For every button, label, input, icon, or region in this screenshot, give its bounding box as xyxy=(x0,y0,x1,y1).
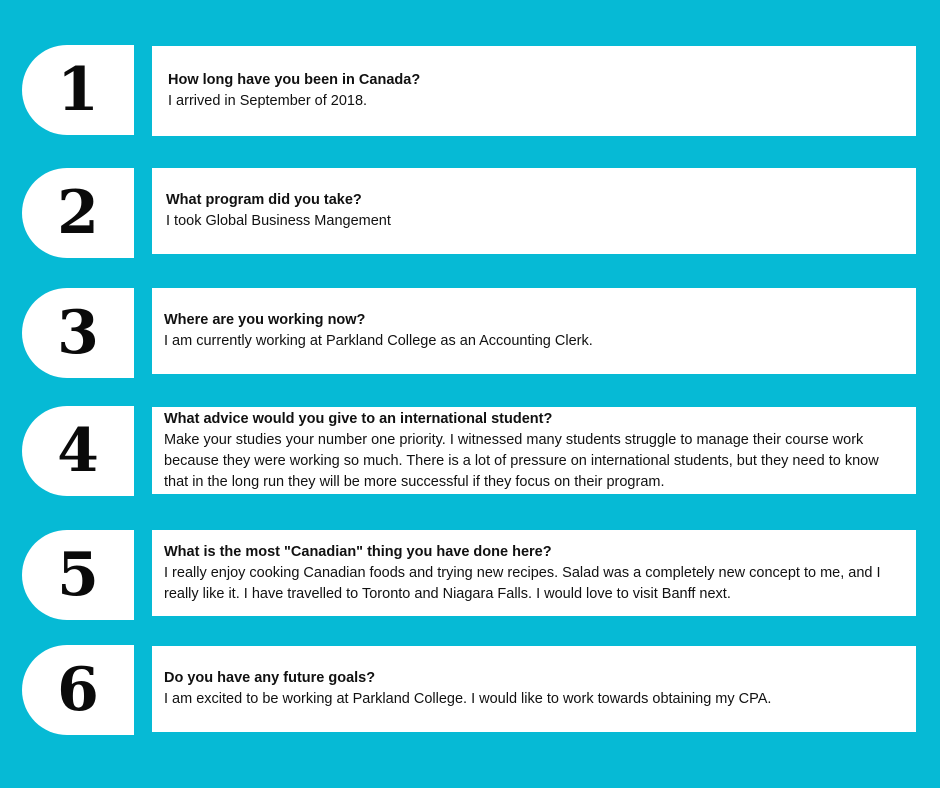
question-text: What is the most "Canadian" thing you have done here? xyxy=(164,543,552,560)
number-badge-2 xyxy=(22,168,134,258)
number-label: 2 xyxy=(57,178,99,248)
qa-card-5 xyxy=(152,530,916,616)
number-label: 4 xyxy=(57,416,99,486)
question-text: What advice would you give to an international student? xyxy=(164,410,553,427)
qa-card-1 xyxy=(152,46,916,136)
number-label: 5 xyxy=(57,540,99,610)
question-text: Where are you working now? xyxy=(164,312,366,328)
number-label: 6 xyxy=(57,655,99,725)
question-text: Do you have any future goals? xyxy=(164,670,376,686)
answer-text: I am excited to be working at Parkland College. I would like to work towards obtaining my CPA. xyxy=(164,691,772,707)
answer-text: I took Global Business Mangement xyxy=(166,213,391,229)
question-text: What program did you take? xyxy=(166,192,362,208)
qa-card-6 xyxy=(152,646,916,732)
number-badge-1 xyxy=(22,45,134,135)
qa-card-2 xyxy=(152,168,916,254)
number-badge-6 xyxy=(22,645,134,735)
answer-text: I arrived in September of 2018. xyxy=(168,93,368,109)
number-badge-3 xyxy=(22,288,134,378)
qa-card-3 xyxy=(152,288,916,374)
answer-text: I am currently working at Parkland College as an Accounting Clerk. xyxy=(164,333,593,349)
number-badge-5 xyxy=(22,530,134,620)
answer-text: I really enjoy cooking Canadian foods and trying new recipes. Salad was a completely new concept to me, and I really like it. I have travelled to Toronto and Niagara Falls. I would love to visit Banff next. xyxy=(164,564,881,602)
qa-card-4 xyxy=(152,407,916,494)
question-text: How long have you been in Canada? xyxy=(168,72,421,88)
number-label: 3 xyxy=(57,298,99,368)
number-badge-4 xyxy=(22,406,134,496)
answer-text: Make your studies your number one priority. I witnessed many students struggle to manage their course work because they were working so much. There is a lot of pressure on international students, but they need to know that in the long run they will be more successful if they focus on their program. xyxy=(164,431,879,490)
number-label: 1 xyxy=(57,55,99,125)
